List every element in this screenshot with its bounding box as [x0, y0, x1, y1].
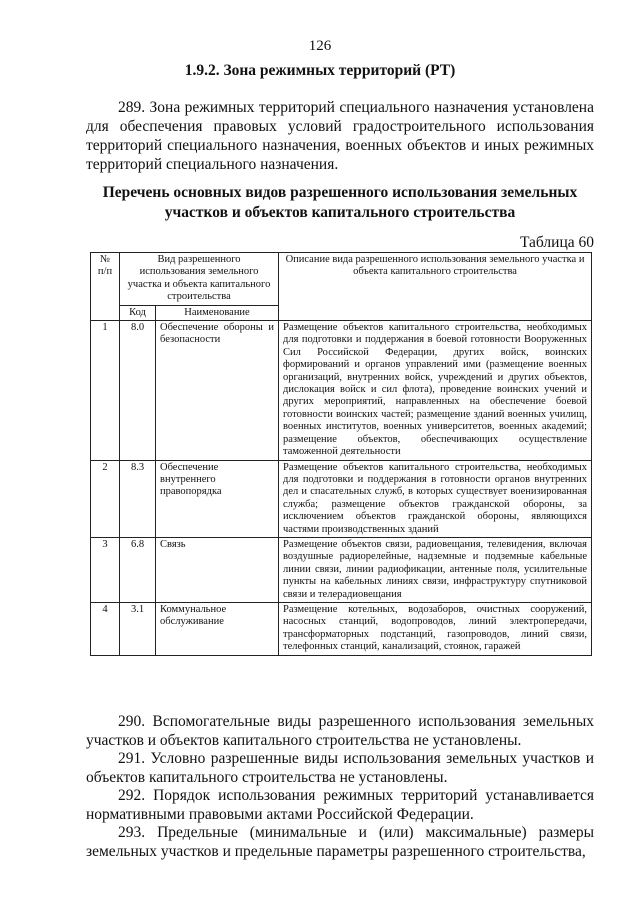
table-title: Перечень основных видов разрешенного использования земельных участков и объектов капитального строительства	[102, 184, 578, 221]
table-row	[91, 537, 592, 602]
row-code: 8.0	[120, 321, 156, 460]
row-desc: Размещение объектов капитального строительства, необходимых для подготовки и поддержания в боевой готовности Вооруженных Сил Российской Федерации, других войск, воинских формирований и органов управлений ими (размещение военных организаций, внутренних войск, учреждений и других объектов, дислокация войск и сил флота), проведение воинских учений и других мероприятий, направленных на обеспечение боевой готовности воинских частей; размещение зданий военных училищ, военных институтов, военных университетов, военных академий; размещение объектов, обеспечивающих осуществление таможенной деятельности	[279, 321, 592, 460]
paragraph-293: 293. Предельные (минимальные и (или) максимальные) размеры земельных участков и предельные параметры разрешенного строительства,	[86, 824, 594, 860]
table-row	[91, 460, 592, 537]
header-code: Код	[120, 305, 156, 320]
row-name: Обеспечение внутреннего правопорядка	[156, 460, 279, 537]
header-name: Наименование	[156, 305, 279, 320]
row-name: Коммунальное обслуживание	[156, 602, 279, 655]
row-name: Связь	[156, 537, 279, 602]
header-num: № п/п	[91, 253, 120, 321]
table-row	[91, 321, 592, 460]
row-desc: Размещение объектов капитального строительства, необходимых для подготовки и поддержания в готовности органов внутренних дел и спасательных служб, в которых существует военизированная служба; размещение объектов гражданской обороны, за исключением объектов гражданской обороны, являющихся частями производственных зданий	[279, 460, 592, 537]
header-kind: Вид разрешенного использования земельного участка и объекта капитального строительства	[120, 253, 279, 306]
page-number: 126	[308, 38, 332, 54]
row-code: 6.8	[120, 537, 156, 602]
table-caption: Таблица 60	[519, 234, 594, 251]
table-header-row	[91, 253, 592, 306]
land-use-table	[90, 252, 592, 656]
row-desc: Размещение котельных, водозаборов, очистных сооружений, насосных станций, водопроводов, линий электропередачи, трансформаторных подстанций, газопроводов, линий связи, телефонных станций, канализаций, стоянок, гаражей	[279, 602, 592, 655]
row-num: 1	[91, 321, 120, 460]
row-desc: Размещение объектов связи, радиовещания, телевидения, включая воздушные радиорелейные, надземные и подземные кабельные линии связи, линии радиофикации, антенные поля, усилительные пункты на кабельных линиях связи, инфраструктуру спутниковой связи и телерадиовещания	[279, 537, 592, 602]
row-num: 3	[91, 537, 120, 602]
paragraph-292: 292. Порядок использования режимных территорий устанавливается нормативными правовыми актами Российской Федерации.	[86, 787, 594, 823]
row-code: 8.3	[120, 460, 156, 537]
paragraph-291: 291. Условно разрешенные виды использования земельных участков и объектов капитального строительства не установлены.	[86, 750, 594, 786]
row-name: Обеспечение обороны и безопасности	[156, 321, 279, 460]
row-code: 3.1	[120, 602, 156, 655]
section-title: 1.9.2. Зона режимных территорий (РТ)	[184, 62, 456, 79]
table-row	[91, 602, 592, 655]
paragraph-290: 290. Вспомогательные виды разрешенного использования земельных участков и объектов капитального строительства не установлены.	[86, 713, 594, 749]
paragraph-289: 289. Зона режимных территорий специального назначения установлена для обеспечения правовых условий градостроительного использования территорий специального назначения, военных объектов и иных режимных территорий специального назначения.	[86, 99, 594, 173]
row-num: 4	[91, 602, 120, 655]
header-desc: Описание вида разрешенного использования земельного участка и объекта капитального строительства	[279, 253, 592, 321]
row-num: 2	[91, 460, 120, 537]
